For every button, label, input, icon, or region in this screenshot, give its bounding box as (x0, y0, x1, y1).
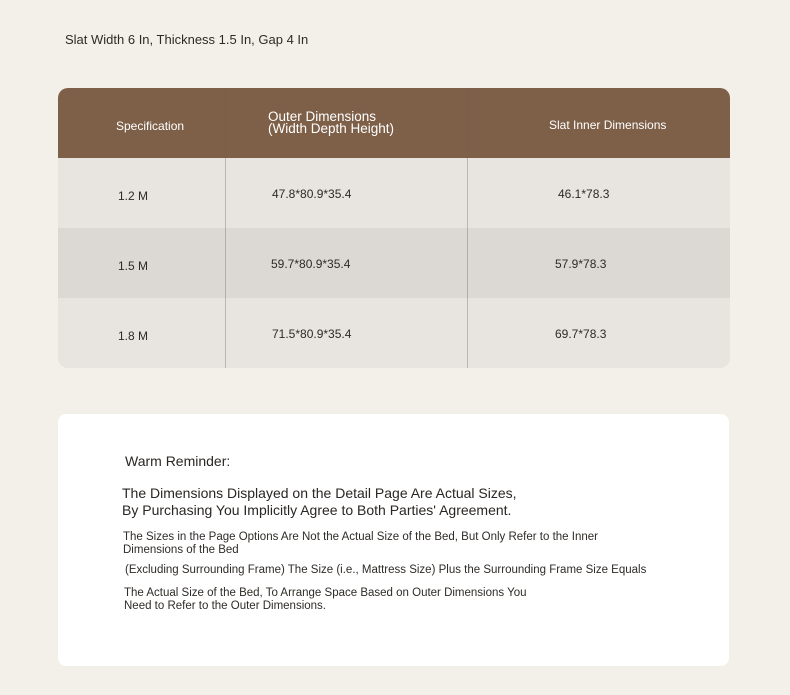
cell-inner-dimensions: 69.7*78.3 (555, 327, 607, 341)
table-header (58, 88, 730, 158)
table-row (58, 298, 730, 368)
column-divider (225, 88, 226, 368)
reminder-lead-line2: By Purchasing You Implicitly Agree to Both Parties' Agreement. (122, 502, 512, 518)
reminder-paragraph-3 (124, 587, 564, 613)
header-outer-dimensions (268, 111, 394, 135)
cell-specification: 1.5 M (118, 259, 149, 273)
header-slat-inner-dimensions: Slat Inner Dimensions (549, 118, 667, 132)
header-outer-line1: Outer Dimensions (268, 109, 377, 124)
header-specification: Specification (116, 119, 185, 133)
warm-reminder-card (58, 414, 729, 666)
reminder-p1-line2: Dimensions of the Bed (123, 544, 239, 556)
reminder-p3-line2: Need to Refer to the Outer Dimensions. (124, 600, 326, 612)
header-outer-line2: (Width Depth Height) (268, 121, 395, 136)
cell-inner-dimensions: 46.1*78.3 (558, 187, 610, 201)
reminder-paragraph-2: (Excluding Surrounding Frame) The Size (i.e., Mattress Size) Plus the Surrounding Frame Size Equals (125, 564, 647, 576)
reminder-p3-line1: The Actual Size of the Bed, To Arrange Space Based on Outer Dimensions You (124, 587, 527, 599)
reminder-title: Warm Reminder: (125, 453, 231, 469)
table-row (58, 228, 730, 298)
cell-outer-dimensions: 71.5*80.9*35.4 (272, 327, 352, 341)
cell-specification: 1.2 M (118, 189, 149, 203)
page-subtitle: Slat Width 6 In, Thickness 1.5 In, Gap 4 In (65, 32, 309, 47)
reminder-paragraph-1 (123, 531, 643, 557)
cell-inner-dimensions: 57.9*78.3 (555, 257, 607, 271)
cell-outer-dimensions: 47.8*80.9*35.4 (272, 187, 352, 201)
reminder-lead (122, 485, 517, 519)
cell-outer-dimensions: 59.7*80.9*35.4 (271, 257, 351, 271)
dimensions-table (58, 88, 730, 368)
column-divider (467, 88, 468, 368)
reminder-lead-line1: The Dimensions Displayed on the Detail Page Are Actual Sizes, (122, 485, 517, 501)
cell-specification: 1.8 M (118, 329, 149, 343)
reminder-p1-line1: The Sizes in the Page Options Are Not the Actual Size of the Bed, But Only Refer to the Inner (123, 531, 598, 543)
table-row (58, 158, 730, 228)
